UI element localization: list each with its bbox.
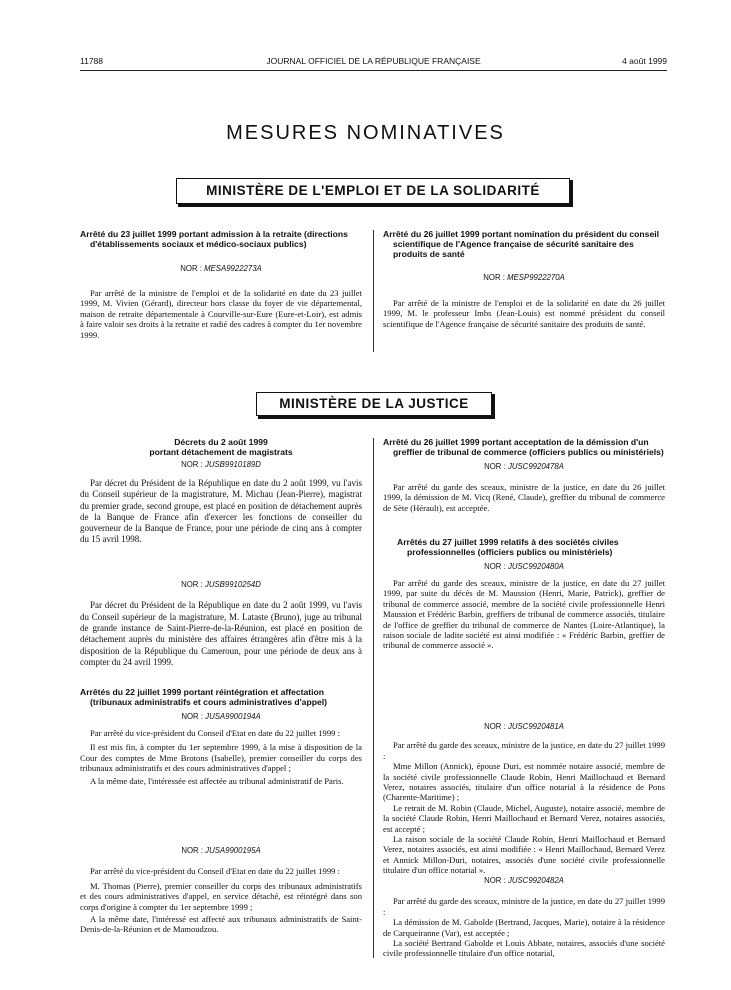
paragraph: Le retrait de M. Robin (Claude, Michel, Auguste), notaire associé, membre de la société Claude Robin, Henri Maillochaud et Bernard Verez, notaires associés, est accepté ; <box>383 802 665 834</box>
article-title: Arrêté du 26 juillet 1999 portant acceptation de la démission d'un greffier de tribunal de commerce (officiers publics ou ministériels) <box>383 437 664 457</box>
article-societes-civiles <box>383 538 665 651</box>
article-title-line1: Décrets du 2 août 1999 <box>174 437 268 447</box>
ministry-justice-heading: MINISTÈRE DE LA JUSTICE <box>256 392 492 416</box>
nor-reference: NOR : MESA9922273A <box>180 263 262 273</box>
nor-reference: NOR : JUSA9900194A <box>181 711 261 721</box>
page-title: MESURES NOMINATIVES <box>226 122 505 144</box>
nor-reference: NOR : JUSC9920478A <box>484 461 564 471</box>
article-body: Par arrêté de la ministre de l'emploi et de la solidarité en date du 23 juillet 1999, M. Vivien (Gérard), directeur hors classe du foyer de vie départemental, maison de retraite départementale à Courville-sur-Eure (Eure-et-Loir), est admis à faire valoir ses droits à la retraite et radié des cadres à compter du 1er novembre 1999. <box>80 288 362 340</box>
article-body: Par arrêté du garde des sceaux, ministre de la justice, en date du 27 juillet 1999, par suite du décès de M. Maussion (Henri, Marie, Patrick), greffier de tribunal de commerce associé, membre de la société civile professionnelle Henri Maussion et Frédéric Barbin, greffiers de tribunal de commerce associés, titulaire de l'office de greffier du tribunal de commerce de Nantes (Loire-Atlantique), la raison sociale de ladite société est ainsi modifiée : « Frédéric Barbin, greffier de tribunal de commerce associé ». <box>383 578 665 651</box>
article-decret-lataste <box>80 576 362 668</box>
paragraph: La raison sociale de la société Claude Robin, Henri Maillochaud et Bernard Verez, notaires associés, est ainsi modifiée : « Henri Maillochaud, Bernard Verez et Annick Millon-Duri, notaires, associés d'une société civile professionnelle titulaire d'un office notarial ». <box>383 834 665 876</box>
article-body: Par arrêté de la ministre de l'emploi et de la solidarité en date du 26 juillet 1999, M. le professeur Imbs (Jean-Louis) est nommé président du conseil scientifique de l'Agence française de sécurité sanitaire des produits de santé. <box>383 297 665 329</box>
article-title: Arrêtés du 27 juillet 1999 relatifs à des sociétés civiles professionnelles (officiers publics ou ministériels) <box>397 537 619 557</box>
paragraph: La démission de M. Gabolde (Bertrand, Jacques, Marie), notaire à la résidence de Carqueiranne (Var), est acceptée ; <box>383 917 665 938</box>
paragraph: Mme Millon (Annick), épouse Duri, est nommée notaire associé, membre de la société civile professionnelle Claude Robin, Henri Maillochaud et Bernard Verez, notaires associés, titulaire d'un office notarial à la résidence de Pons (Charente-Maritime) ; <box>383 761 665 803</box>
article-reintegration <box>80 688 362 786</box>
column-divider <box>373 438 374 958</box>
ministry-emploi-heading: MINISTÈRE DE L'EMPLOI ET DE LA SOLIDARITÉ <box>176 178 570 204</box>
column-divider <box>373 230 374 352</box>
header-rule <box>80 70 667 71</box>
paragraph: La société Bertrand Gabolde et Louis Abbate, notaires, associés d'une société civile professionnelle titulaire d'un office notarial, <box>383 938 665 959</box>
article-demission-greffier <box>383 438 665 513</box>
paragraph: Par arrêté du vice-président du Conseil d'Etat en date du 22 juillet 1999 : <box>90 866 340 877</box>
nor-reference: NOR : JUSB9910189D <box>181 459 261 469</box>
paragraph: Par arrêté du garde des sceaux, ministre de la justice, en date du 27 juillet 1999 : <box>383 896 665 917</box>
article-title-line2: portant détachement de magistrats <box>149 446 293 457</box>
nor-reference: NOR : JUSC9920482A <box>484 876 564 885</box>
paragraph: Par arrêté du vice-président du Conseil d'Etat en date du 22 juillet 1999 : <box>90 728 340 738</box>
nor-reference: NOR : JUSA9900195A <box>181 846 261 855</box>
justice-left-column <box>80 438 362 968</box>
paragraph: A la même date, l'intéressée est affectée au tribunal administratif de Paris. <box>90 775 344 786</box>
nor-reference: NOR : JUSC9920480A <box>484 561 564 571</box>
paragraph: A la même date, l'intéressé est affecté aux tribunaux administratifs de Saint-Denis-de-la-Réunion et de Mamoudzou. <box>80 914 362 935</box>
article-body: Par décret du Président de la République en date du 2 août 1999, vu l'avis du Conseil supérieur de la magistrature, M. Michau (Jean-Pierre), magistrat du premier grade, second groupe, est placé en position de détachement auprès de la Banque de France afin d'exercer les fonctions de conseiller du gouverneur de la Banque de France, pour une période de cinq ans à compter du 15 avril 1998. <box>80 478 362 545</box>
article-societe-gabolde <box>383 872 665 959</box>
article-reintegration-thomas <box>80 842 362 935</box>
article-body: Par décret du Président de la République en date du 2 août 1999, vu l'avis du Conseil supérieur de la magistrature, M. Lataste (Bruno), juge au tribunal de grande instance de Saint-Pierre-de-la-Réunion, est placé en position de détachement auprès du ministère des affaires étrangères afin d'être mis à la disposition de la République du Cameroun, pour une période de deux ans à compter du 24 avril 1999. <box>80 600 362 667</box>
paragraph: Par arrêté du garde des sceaux, ministre de la justice, en date du 27 juillet 1999 : <box>383 740 665 761</box>
article-emploi-nomination <box>383 230 665 329</box>
justice-right-column <box>383 438 665 968</box>
paragraph: Il est mis fin, à compter du 1er septembre 1999, à la mise à disposition de la Cour des comptes de Mme Brotons (Isabelle), premier conseiller du corps des tribunaux administratifs et des cours administratives d'appel ; <box>80 742 362 774</box>
nor-reference: NOR : JUSB9910254D <box>181 580 261 589</box>
article-title: Arrêté du 26 juillet 1999 portant nomination du président du conseil scientifique de l'Agence française de sécurité sanitaire des produits de santé <box>383 229 659 259</box>
article-decrets-detachement <box>80 438 362 546</box>
article-body: Par arrêté du garde des sceaux, ministre de la justice, en date du 26 juillet 1999, la démission de M. Vicq (René, Claude), greffier du tribunal de commerce de Sète (Hérault), est acceptée. <box>383 482 665 513</box>
issue-date: 4 août 1999 <box>622 56 667 66</box>
page-number: 11788 <box>80 56 104 66</box>
article-societe-robin <box>383 718 665 876</box>
journal-title: JOURNAL OFFICIEL DE LA RÉPUBLIQUE FRANÇAISE <box>266 56 481 66</box>
nor-reference: NOR : JUSC9920481A <box>484 722 564 731</box>
page-header <box>80 56 667 70</box>
nor-reference: NOR : MESP9922270A <box>483 273 565 283</box>
article-title: Arrêtés du 22 juillet 1999 portant réintégration et affectation (tribunaux administratifs et cours administratives d'appel) <box>80 687 327 707</box>
article-emploi-retraite <box>80 230 362 340</box>
article-title: Arrêté du 23 juillet 1999 portant admission à la retraite (directions d'établissements sociaux et médico-sociaux publics) <box>80 229 348 249</box>
paragraph: M. Thomas (Pierre), premier conseiller du corps des tribunaux administratifs et des cours administratives d'appel, en service détaché, est réintégré dans son corps d'origine à compter du 1er septembre 1999 ; <box>80 880 362 912</box>
